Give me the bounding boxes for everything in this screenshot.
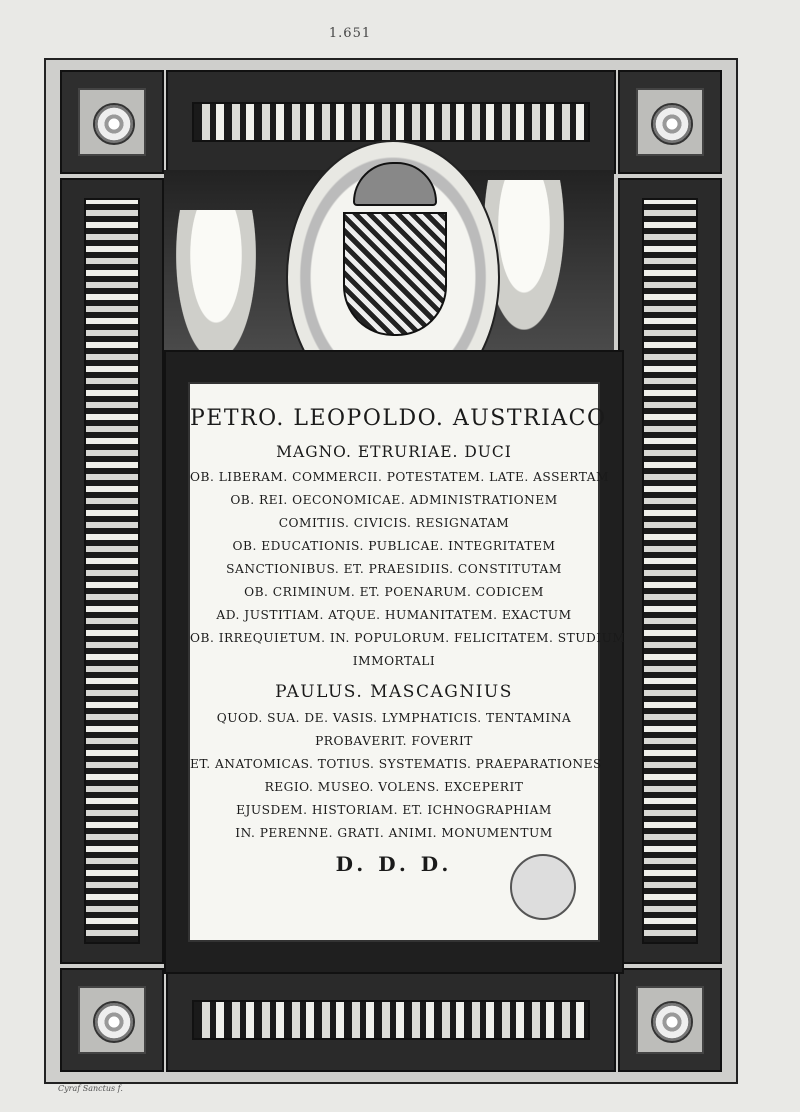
dedication-closing: D. D. D. <box>335 852 453 876</box>
inscription-line: OB. LIBERAM. COMMERCII. POTESTATEM. LATE. ASSERTAM <box>190 470 610 484</box>
inscription-line: AD. JUSTITIAM. ATQUE. HUMANITATEM. EXACTUM <box>216 608 572 622</box>
dedication-line: EJUSDEM. HISTORIAM. ET. ICHNOGRAPHIAM <box>236 803 552 817</box>
dedication-line: ET. ANATOMICAS. TOTIUS. SYSTEMATIS. PRAEPARATIONES <box>190 757 602 771</box>
right-pillar <box>618 178 722 964</box>
inscription-subtitle: MAGNO. ETRURIAE. DUCI <box>276 443 512 461</box>
tablet-frame <box>164 350 624 974</box>
left-pillar <box>60 178 164 964</box>
engraver-signature: Cyraf Sanctus f. <box>58 1084 123 1093</box>
corner-rosette-bottom-right <box>618 968 722 1072</box>
left-putto <box>176 210 256 360</box>
rosette-icon <box>93 103 135 145</box>
dedication-line: IN. PERENNE. GRATI. ANIMI. MONUMENTUM <box>235 826 553 840</box>
crown-icon <box>353 162 437 206</box>
inscription-line: OB. CRIMINUM. ET. POENARUM. CODICEM <box>244 585 544 599</box>
inscription-line: COMITIIS. CIVICIS. RESIGNATAM <box>278 516 510 530</box>
inscription-tablet <box>188 382 626 942</box>
author-name: PAULUS. MASCAGNIUS <box>275 682 513 702</box>
dedication-line: PROBAVERIT. FOVERIT <box>315 734 473 748</box>
bottom-frieze <box>166 968 616 1072</box>
inscription-line: SANCTIONIBUS. ET. PRAESIDIIS. CONSTITUTAM <box>226 562 562 576</box>
rosette-icon <box>93 1001 135 1043</box>
inscription-line: IMMORTALI <box>352 654 436 668</box>
inscription-line: OB. REI. OECONOMICAE. ADMINISTRATIONEM <box>230 493 558 507</box>
corner-rosette-top-right <box>618 70 722 174</box>
rosette-icon <box>651 1001 693 1043</box>
dedication-line: REGIO. MUSEO. VOLENS. EXCEPERIT <box>264 780 524 794</box>
shield-icon <box>343 212 447 336</box>
corner-rosette-top-left <box>60 70 164 174</box>
inscription-line: OB. IRREQUIETUM. IN. POPULORUM. FELICITATEM. STUDIUM <box>190 631 626 645</box>
inscription-line: OB. EDUCATIONIS. PUBLICAE. INTEGRITATEM <box>232 539 556 553</box>
inscription-title: PETRO. LEOPOLDO. AUSTRIACO <box>190 406 607 431</box>
page-number: 1.651 <box>328 26 372 41</box>
dedication-line: QUOD. SUA. DE. VASIS. LYMPHATICIS. TENTAMINA <box>216 711 572 725</box>
corner-rosette-bottom-left <box>60 968 164 1072</box>
library-stamp-icon <box>510 854 576 920</box>
rosette-icon <box>651 103 693 145</box>
ornamental-frame <box>44 58 738 1084</box>
